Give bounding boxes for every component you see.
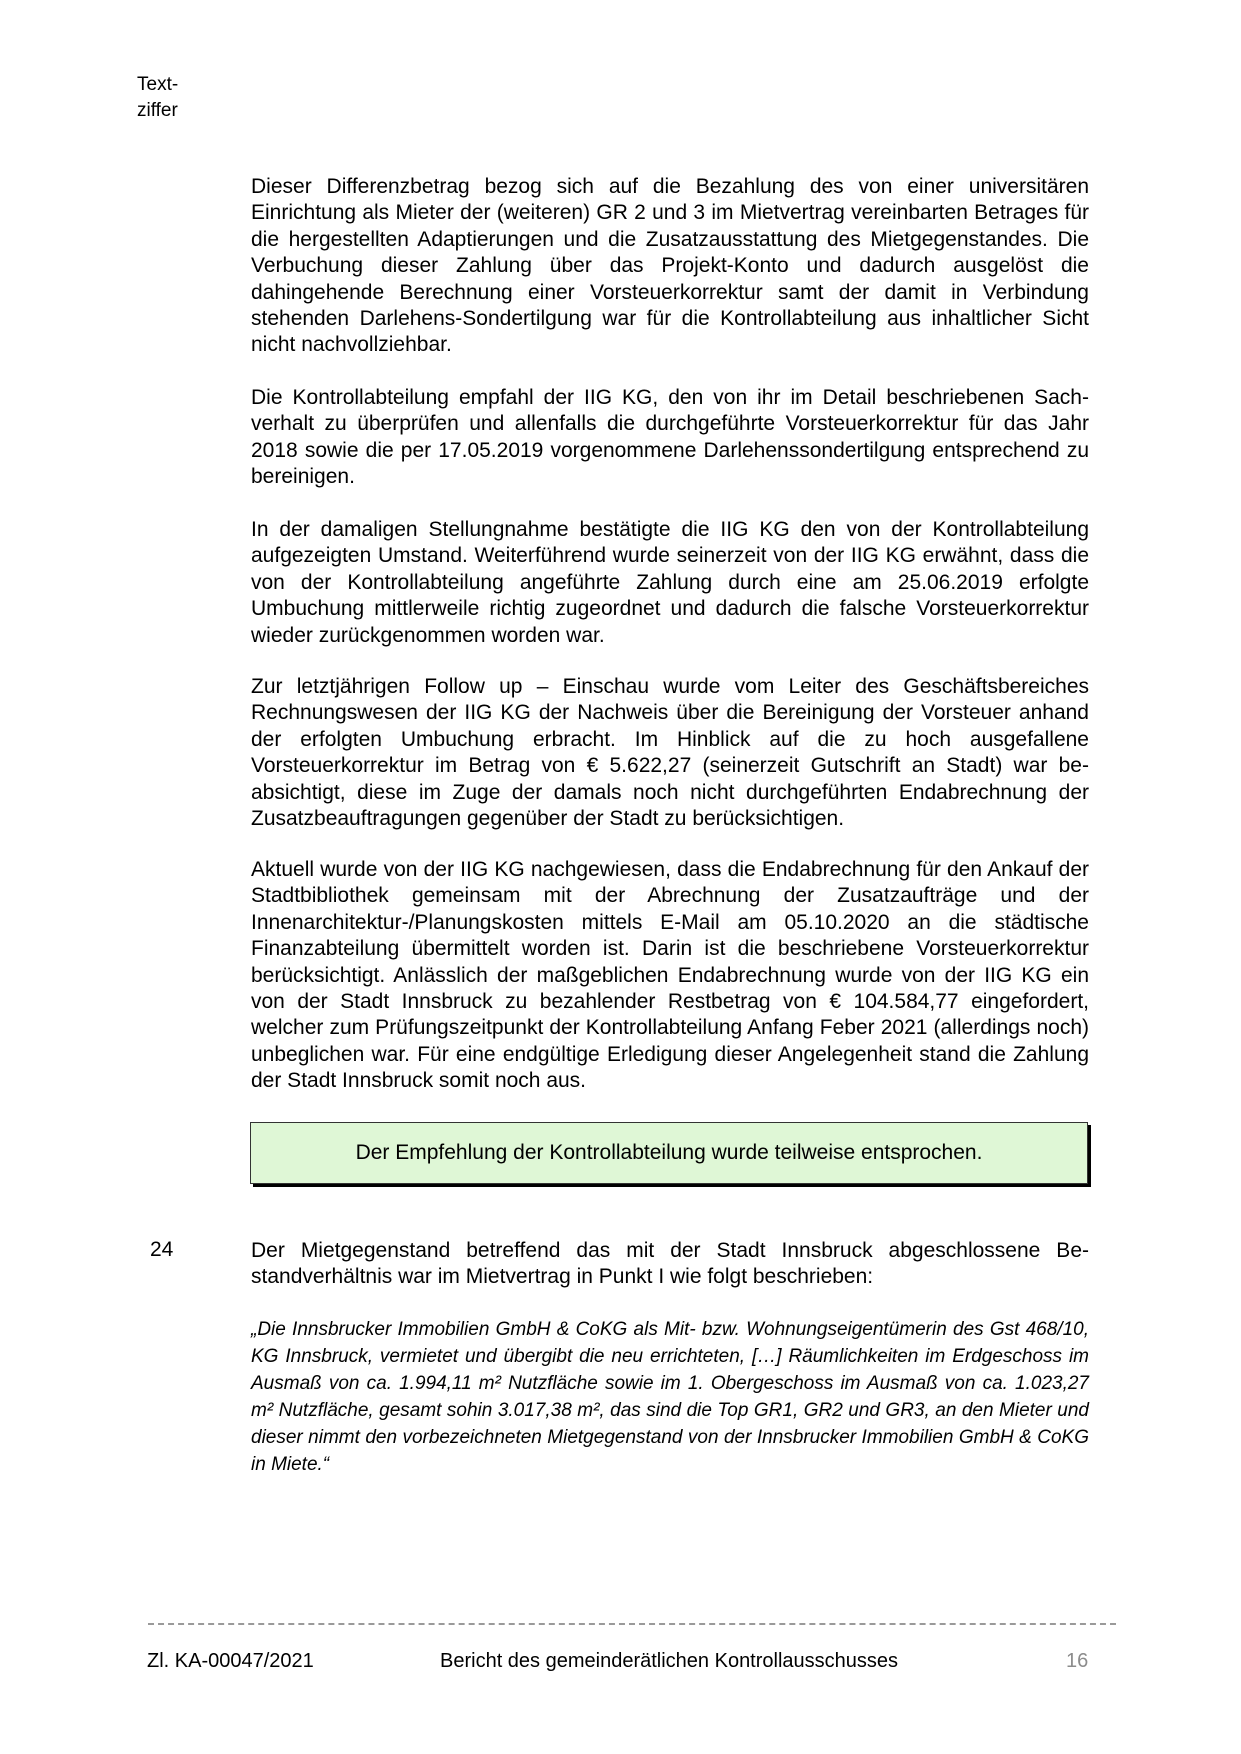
contract-quote: „Die Innsbrucker Immobilien GmbH & CoKG als Mit- bzw. Wohnungseigentümerin des Gst 468/10, KG Innsbruck, vermietet und übergibt die neu errichteten, […] Räumlichkeiten im Erdgeschoss im Ausmaß von ca. 1.994,11 m² Nutzfläche sowie im 1. Obergeschoss im Ausmaß von ca. 1.023,27 m² Nutzfläche, gesamt sohin 3.017,38 m², das sind die Top GR1, GR2 und GR3, an den Mieter und dieser nimmt den vorbezeichneten Mietgegenstand von der Innsbrucker Immobilien GmbH & CoKG in Miete.“ bbox=[251, 1319, 1089, 1475]
paragraph-endabrechnung: Aktuell wurde von der IIG KG nachgewiesen, dass die Endabrechnung für den Ankauf der Stadtbibliothek gemeinsam mit der Abrechnung der Zusatzaufträge und der Innenarchitektur-/Planungskosten mittels E-Mail am 05.10.2020 an die städtische Finanzabteilung übermittelt worden ist. Darin ist die beschriebene Vorsteuerkorrektur berücksichtigt. Anlässlich der maßgeblichen Endabrechnung wurde von der IIG KG ein von der Stadt Innsbruck zu bezahlender Restbetrag von € 104.584,77 eingefordert, welcher zum Prüfungszeitpunkt der Kontrollabteilung Anfang Feber 2021 (allerdings noch) unbeglichen war. Für eine endgültige Erledigung dieser Angelegenheit stand die Zahlung der Stadt Innsbruck somit noch aus. bbox=[251, 858, 1089, 1093]
page-number: 16 bbox=[1066, 1650, 1089, 1672]
footer-title: Bericht des gemeinderätlichen Kontrollausschusses bbox=[440, 1650, 899, 1672]
result-box-text: Der Empfehlung der Kontrollabteilung wurde teilweise entsprochen. bbox=[355, 1141, 983, 1164]
paragraph-empfehlung: Die Kontrollabteilung empfahl der IIG KG, den von ihr im Detail beschriebenen Sachverhalt zu überprüfen und allenfalls die durchgeführte Vorsteuerkorrektur für das Jahr 2018 sowie die per 17.05.2019 vorgenommene Darlehenssondertilgung entsprechend zu bereinigen. bbox=[251, 386, 1089, 489]
margin-label-line2: ziffer bbox=[137, 100, 178, 121]
section-number: 24 bbox=[150, 1238, 174, 1261]
paragraph-follow-up: Zur letztjährigen Follow up – Einschau wurde vom Leiter des Geschäftsbereiches Rechnungswesen der IIG KG der Nachweis über die Bereinigung der Vorsteuer anhand der erfolgten Umbuchung erbracht. Im Hinblick auf die zu hoch ausgefallene Vorsteuerkorrektur im Betrag von € 5.622,27 (seinerzeit Gutschrift an Stadt) war beabsichtigt, diese im Zuge der damals noch nicht durchgeführten Endabrechnung der Zusatzbeauftragungen gegenüber der Stadt zu berücksichtigen. bbox=[251, 675, 1089, 831]
margin-label bbox=[137, 72, 178, 124]
footer-reference: Zl. KA-00047/2021 bbox=[147, 1650, 314, 1672]
paragraph-differenzbetrag: Dieser Differenzbetrag bezog sich auf die Bezahlung des von einer universitären Einrichtung als Mieter der (weiteren) GR 2 und 3 im Mietvertrag vereinbarten Betrages für die hergestellten Adaptierungen und die Zusatzausstattung des Mietgegenstandes. Die Verbuchung dieser Zahlung über das Projekt-Konto und dadurch ausgelöst die dahingehende Berechnung einer Vorsteuerkorrektur samt der damit in Verbindung stehenden Darlehens-Sondertilgung war für die Kontrollabteilung aus inhaltlicher Sicht nicht nachvollziehbar. bbox=[251, 175, 1089, 357]
paragraph-mietgegenstand: Der Mietgegenstand betreffend das mit der Stadt Innsbruck abgeschlossene Bestandverhältnis war im Mietvertrag in Punkt I wie folgt beschrieben: bbox=[251, 1239, 1089, 1289]
paragraph-stellungnahme: In der damaligen Stellungnahme bestätigte die IIG KG den von der Kontrollabteilung aufgezeigten Umstand. Weiterführend wurde seinerzeit von der IIG KG erwähnt, dass die von der Kontrollabteilung angeführte Zahlung durch eine am 25.06.2019 erfolgte Umbuchung mittlerweile richtig zugeordnet und dadurch die falsche Vorsteuerkorrektur wieder zurückgenommen worden war. bbox=[251, 518, 1089, 647]
result-box bbox=[250, 1122, 1088, 1184]
footer-divider bbox=[148, 1623, 1116, 1625]
margin-label-line1: Text- bbox=[137, 74, 179, 95]
